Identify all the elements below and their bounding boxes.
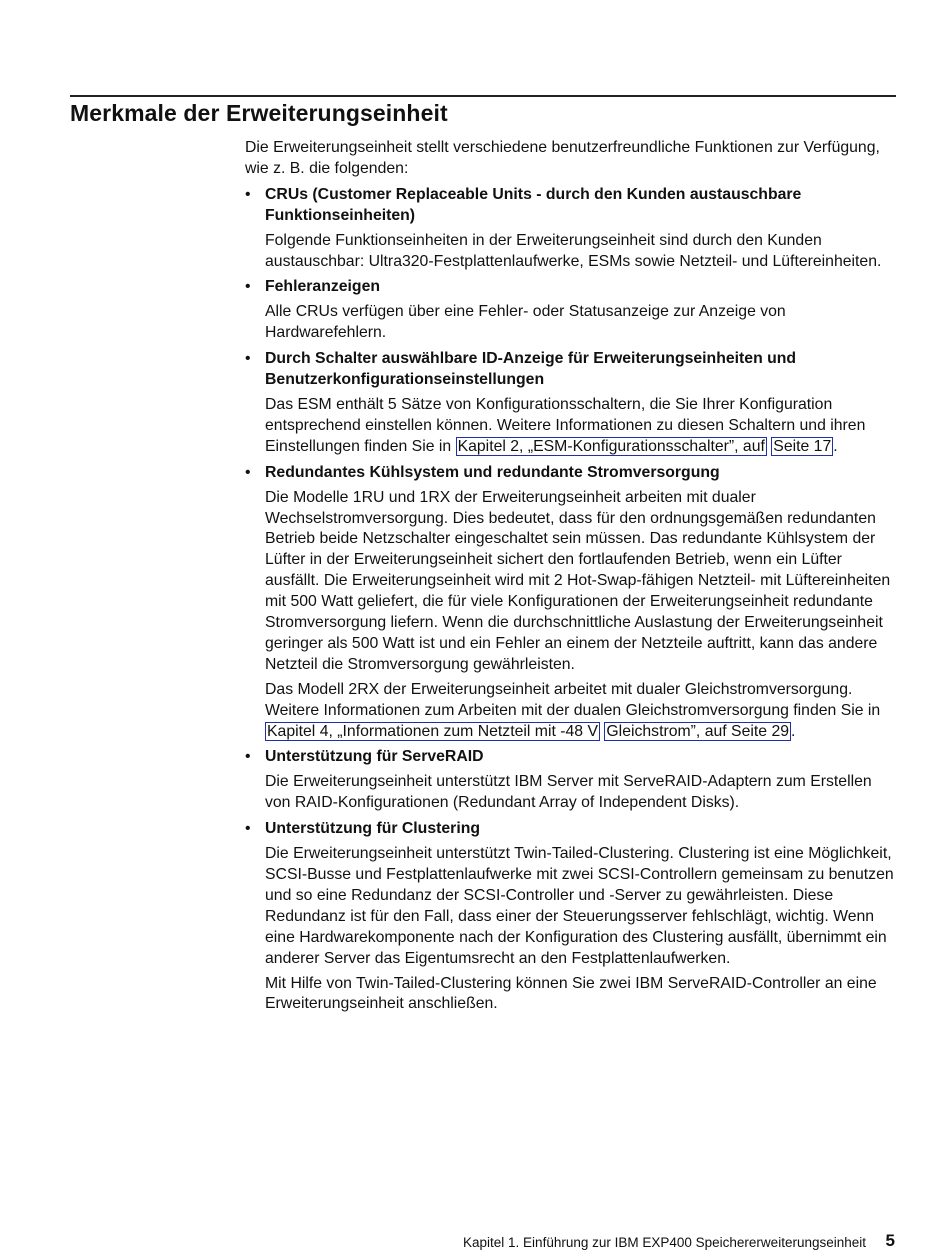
feature-description: Die Erweiterungseinheit unterstützt IBM Server mit ServeRAID-Adaptern zum Erstellen von RAID-Konfigurationen (Redundant Array of Independent Disks). [265,773,872,812]
paragraph-text: . [791,722,796,740]
feature-title: Redundantes Kühlsystem und redundante Stromversorgung [265,463,720,481]
paragraph-text: Das ESM enthält 5 Sätze von Konfigurationsschaltern, die Sie Ihrer Konfiguration entsprechend einstellen können. Weitere Informationen zu diesen Schaltern und ihren Einstellungen finden Sie in [265,395,866,455]
feature-description: Folgende Funktionseinheiten in der Erweiterungseinheit sind durch den Kunden austauschbar: Ultra320-Festplattenlaufwerke, ESMs sowie Netzteil- und Lüftereinheiten. [265,231,882,270]
feature-title: Unterstützung für Clustering [265,820,481,838]
feature-item-serveraid [245,747,895,814]
chapter-4-page-link[interactable]: Gleichstrom”, auf Seite 29 [606,722,790,740]
feature-description [265,680,895,743]
feature-description: Mit Hilfe von Twin-Tailed-Clustering können Sie zwei IBM ServeRAID-Controller an eine Erweiterungseinheit anschließen. [265,974,877,1013]
feature-item-error-indicators [245,277,895,344]
bullet-icon: • [245,278,251,296]
chapter-2-page-link[interactable]: Seite 17 [773,437,832,455]
paragraph-text: . [833,437,838,455]
section-body [245,138,895,1020]
bullet-icon: • [245,463,251,481]
page-number: 5 [885,1231,895,1250]
bullet-icon: • [245,820,251,838]
chapter-2-link[interactable]: Kapitel 2, „ESM-Konfigurationsschalter”, auf [457,437,765,455]
feature-title: Durch Schalter auswählbare ID-Anzeige für Erweiterungseinheiten und Benutzerkonfigurationseinstellungen [265,350,797,389]
intro-paragraph: Die Erweiterungseinheit stellt verschiedene benutzerfreundliche Funktionen zur Verfügung, wie z. B. die folgenden: [245,139,880,177]
feature-item-clustering [245,819,895,1015]
feature-list [245,185,895,1016]
bullet-icon: • [245,748,251,766]
feature-item-redundancy [245,463,895,743]
footer-chapter-title: Kapitel 1. Einführung zur IBM EXP400 Speichererweiterungseinheit [463,1235,866,1250]
feature-description [265,395,895,458]
section-heading: Merkmale der Erweiterungseinheit [70,100,448,126]
bullet-icon: • [245,350,251,368]
feature-description: Die Modelle 1RU und 1RX der Erweiterungseinheit arbeiten mit dualer Wechselstromversorgung. Dies bedeutet, dass für den ordnungsgemäßen redundanten Betrieb beide Netzschalter eingeschaltet sein müssen. Das redundante Kühlsystem der Lüfter in der Erweiterungseinheit sichert den fortlaufenden Betrieb, wenn ein Lüfter ausfällt. Die Erweiterungseinheit wird mit 2 Hot-Swap-fähigen Netzteil- mit Lüftereinheiten mit 500 Watt geliefert, die für viele Konfigurationen der Erweiterungseinheit redundante Stromversorgung liefern. Wenn die durchschnittliche Auslastung der Erweiterungseinheit geringer als 500 Watt ist und ein Fehler an einem der Netzteile auftritt, kann das andere Netzteil die Stromversorgung gewährleisten. [265,488,891,673]
feature-description: Alle CRUs verfügen über eine Fehler- oder Statusanzeige zur Anzeige von Hardwarefehlern. [265,303,786,342]
paragraph-text: Das Modell 2RX der Erweiterungseinheit arbeitet mit dualer Gleichstromversorgung. Weitere Informationen zum Arbeiten mit der dualen Gleichstromversorgung finden Sie in [265,680,881,719]
feature-title: Fehleranzeigen [265,278,380,296]
section-rule [70,95,896,97]
feature-title: CRUs (Customer Replaceable Units - durch den Kunden austauschbare Funktionseinheiten) [265,185,802,224]
feature-item-id-switch [245,349,895,458]
feature-item-crus [245,185,895,273]
feature-description: Die Erweiterungseinheit unterstützt Twin-Tailed-Clustering. Clustering ist eine Möglichkeit, SCSI-Busse und Festplattenlaufwerke mit zwei SCSI-Controllern gemeinsam zu benutzen und so eine Redundanz der SCSI-Controller und -Server zu gewährleisten. Diese Redundanz ist für den Fall, dass einer der Steuerungsserver fehlschlägt, wichtig. Wenn eine Hardwarekomponente nach der Konfiguration des Clustering ausfällt, übernimmt ein anderer Server das Eigentumsrecht an den Festplattenlaufwerken. [265,845,894,967]
bullet-icon: • [245,185,251,203]
chapter-4-link[interactable]: Kapitel 4, „Informationen zum Netzteil mit -48 V [267,722,598,740]
feature-title: Unterstützung für ServeRAID [265,748,484,766]
